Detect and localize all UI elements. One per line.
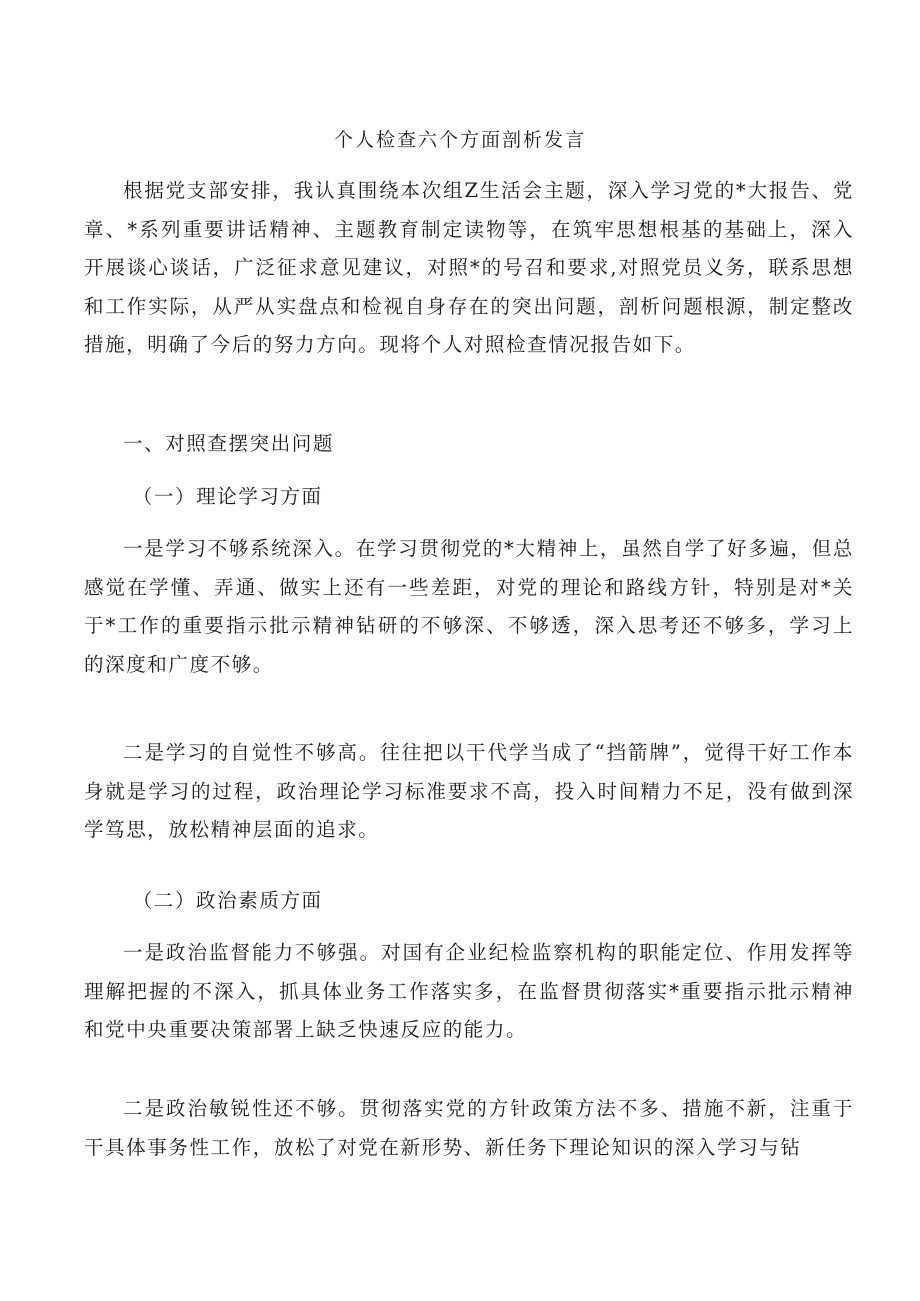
- theory-paragraph-1: 一是学习不够系统深入。在学习贯彻党的*大精神上，虽然自学了好多遍，但总感觉在学懂、弄通、做实上还有一些差距，对党的理论和路线方针，特别是对*关于*工作的重要指示批示精神钻研的不够深、不够透，深入思考还不够多，学习上的深度和广度不够。: [84, 537, 854, 676]
- political-paragraph-1: 一是政治监督能力不够强。对国有企业纪检监察机构的职能定位、作用发挥等理解把握的不深入，抓具体业务工作落实多，在监督贯彻落实*重要指示批示精神和党中央重要决策部署上缺乏快速反应的能力。: [84, 941, 854, 1041]
- political-paragraph-2: 二是政治敏锐性还不够。贯彻落实党的方针政策方法不多、措施不新，注重于干具体事务性工作，放松了对党在新形势、新任务下理论知识的深入学习与钻: [84, 1097, 854, 1159]
- subsection-heading-political: （二）政治素质方面: [132, 889, 323, 912]
- section-heading-1: 一、对照查摆突出问题: [123, 432, 335, 455]
- theory-paragraph-2: 二是学习的自觉性不够高。往往把以干代学当成了“挡箭牌”，觉得干好工作本身就是学习的过程，政治理论学习标准要求不高，投入时间精力不足，没有做到深学笃思，放松精神层面的追求。: [84, 741, 854, 841]
- document-title: 个人检查六个方面剖析发言: [333, 129, 586, 151]
- subsection-heading-theory: （一）理论学习方面: [132, 485, 323, 508]
- intro-paragraph: 根据党支部安排，我认真围绕本次组Z生活会主题，深入学习党的*大报告、党章、*系列重要讲话精神、主题教育制定读物等，在筑牢思想根基的基础上，深入开展谈心谈话，广泛征求意见建议，对照*的号召和要求,对照党员义务，联系思想和工作实际，从严从实盘点和检视自身存在的突出问题，剖析问题根源，制定整改措施，明确了今后的努力方向。现将个人对照检查情况报告如下。: [84, 179, 854, 356]
